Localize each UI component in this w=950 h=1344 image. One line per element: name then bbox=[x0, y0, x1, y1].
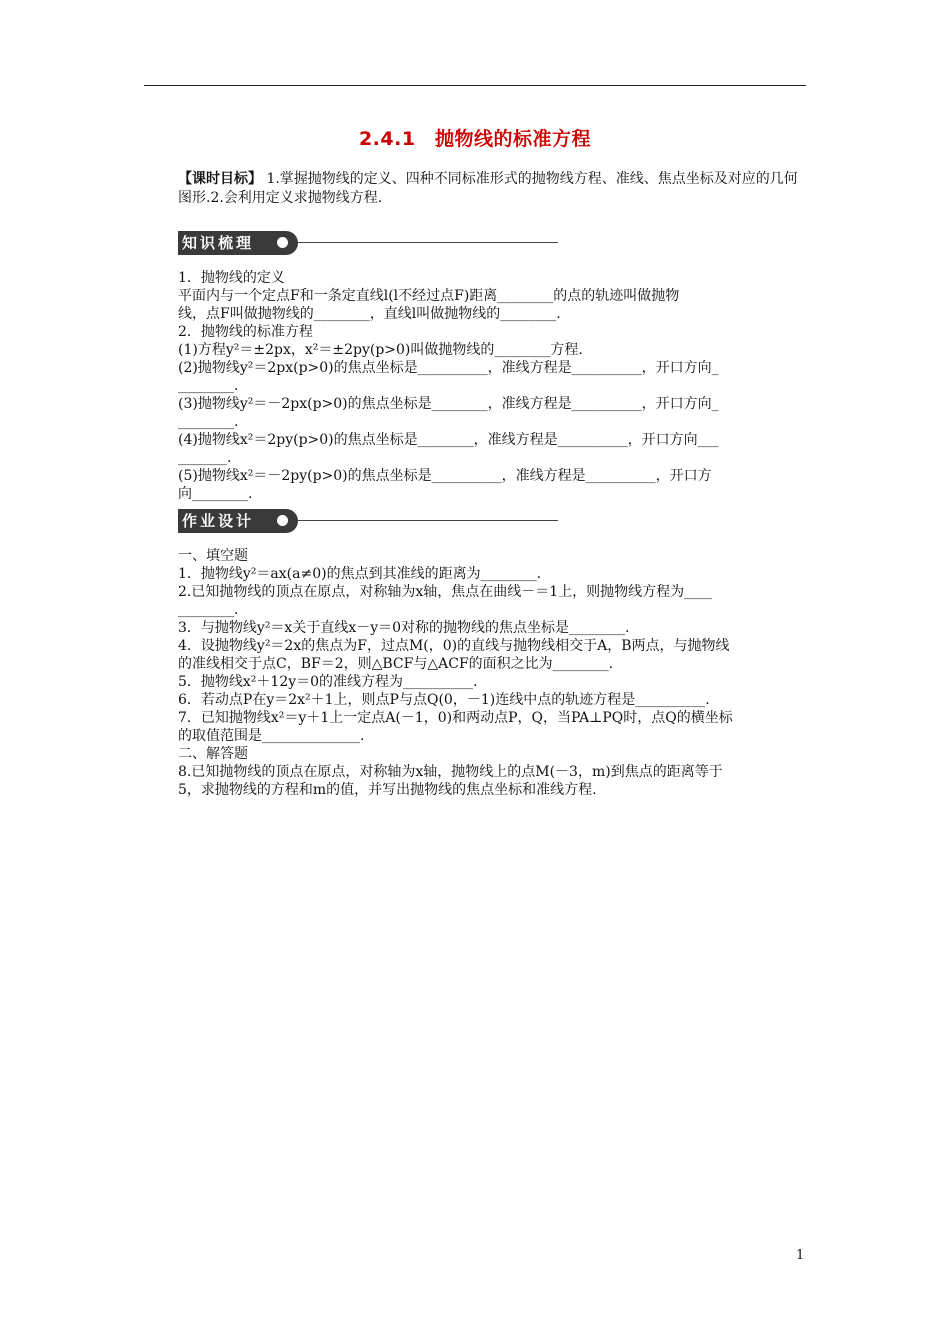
text-line: ________. bbox=[178, 602, 239, 618]
text-line: 3．与抛物线y²＝x关于直线x－y＝0对称的抛物线的焦点坐标是________. bbox=[178, 620, 630, 636]
text-line: 1．抛物线y²＝ax(a≠0)的焦点到其准线的距离为________. bbox=[178, 566, 542, 582]
text-line: 2．抛物线的标准方程 bbox=[178, 324, 313, 340]
section-label: 作业设计 bbox=[182, 512, 255, 530]
lesson-objective bbox=[178, 170, 808, 208]
text-line: 向________. bbox=[178, 486, 253, 502]
text-line: 平面内与一个定点F和一条定直线l(l不经过点F)距离________的点的轨迹叫做抛物 bbox=[178, 288, 680, 304]
text-line: 7．已知抛物线x²＝y＋1上一定点A(－1，0)和两动点P，Q，当PA⊥PQ时，点Q的横坐标 bbox=[178, 710, 733, 726]
text-line: 8.已知抛物线的顶点在原点，对称轴为x轴，抛物线上的点M(－3，m)到焦点的距离等于 bbox=[178, 764, 723, 780]
text-line: 5．抛物线x²＋12y＝0的准线方程为__________. bbox=[178, 674, 478, 690]
section-label: 知识梳理 bbox=[182, 234, 255, 252]
text-line: 的取值范围是______________. bbox=[178, 728, 365, 744]
section-rule bbox=[298, 520, 558, 521]
text-line: 6．若动点P在y＝2x²＋1上，则点P与点Q(0，－1)连线中点的轨迹方程是__________. bbox=[178, 692, 710, 708]
bullet-dot-icon bbox=[277, 237, 288, 248]
objective-label: 【课时目标】 bbox=[178, 171, 262, 187]
text-line: (4)抛物线x²＝2py(p>0)的焦点坐标是________，准线方程是__________，开口方向___ bbox=[178, 432, 719, 448]
page-number: 1 bbox=[796, 1248, 805, 1263]
page-title: 2.4.1 抛物线的标准方程 bbox=[358, 128, 592, 150]
knowledge-summary bbox=[178, 269, 808, 503]
homework-exercises bbox=[178, 547, 808, 799]
text-line: 5，求抛物线的方程和m的值，并写出抛物线的焦点坐标和准线方程. bbox=[178, 782, 597, 798]
text-line: 的准线相交于点C，BF＝2，则△BCF与△ACF的面积之比为________. bbox=[178, 656, 614, 672]
bullet-dot-icon bbox=[277, 515, 288, 526]
section-rule bbox=[298, 242, 558, 243]
objective-text: 1.掌握抛物线的定义、四种不同标准形式的抛物线方程、准线、焦点坐标及对应的几何图形.2.会利用定义求抛物线方程. bbox=[178, 171, 798, 206]
text-line: 4．设抛物线y²＝2x的焦点为F，过点M(，0)的直线与抛物线相交于A，B两点，与抛物线 bbox=[178, 638, 730, 654]
text-line: ________. bbox=[178, 378, 239, 394]
header-rule bbox=[144, 85, 806, 86]
section-tag bbox=[178, 509, 298, 533]
text-line: 1．抛物线的定义 bbox=[178, 270, 285, 286]
text-line: (1)方程y²＝±2px，x²＝±2py(p>0)叫做抛物线的________方程. bbox=[178, 342, 583, 358]
text-line: (2)抛物线y²＝2px(p>0)的焦点坐标是__________，准线方程是__________，开口方向_ bbox=[178, 360, 719, 376]
content-body bbox=[178, 170, 808, 799]
text-line: 二、解答题 bbox=[178, 746, 248, 762]
text-line: 2.已知抛物线的顶点在原点，对称轴为x轴，焦点在曲线－＝1上，则抛物线方程为____ bbox=[178, 584, 713, 600]
text-line: (5)抛物线x²＝－2py(p>0)的焦点坐标是__________，准线方程是__________，开口方 bbox=[178, 468, 712, 484]
section-tag bbox=[178, 231, 298, 255]
section-header-knowledge bbox=[178, 231, 808, 255]
text-line: 一、填空题 bbox=[178, 548, 248, 564]
text-line: (3)抛物线y²＝－2px(p>0)的焦点坐标是________，准线方程是__________，开口方向_ bbox=[178, 396, 719, 412]
text-line: 线，点F叫做抛物线的________，直线l叫做抛物线的________. bbox=[178, 306, 561, 322]
section-header-homework bbox=[178, 509, 808, 533]
text-line: _______. bbox=[178, 450, 232, 466]
text-line: ________. bbox=[178, 414, 239, 430]
